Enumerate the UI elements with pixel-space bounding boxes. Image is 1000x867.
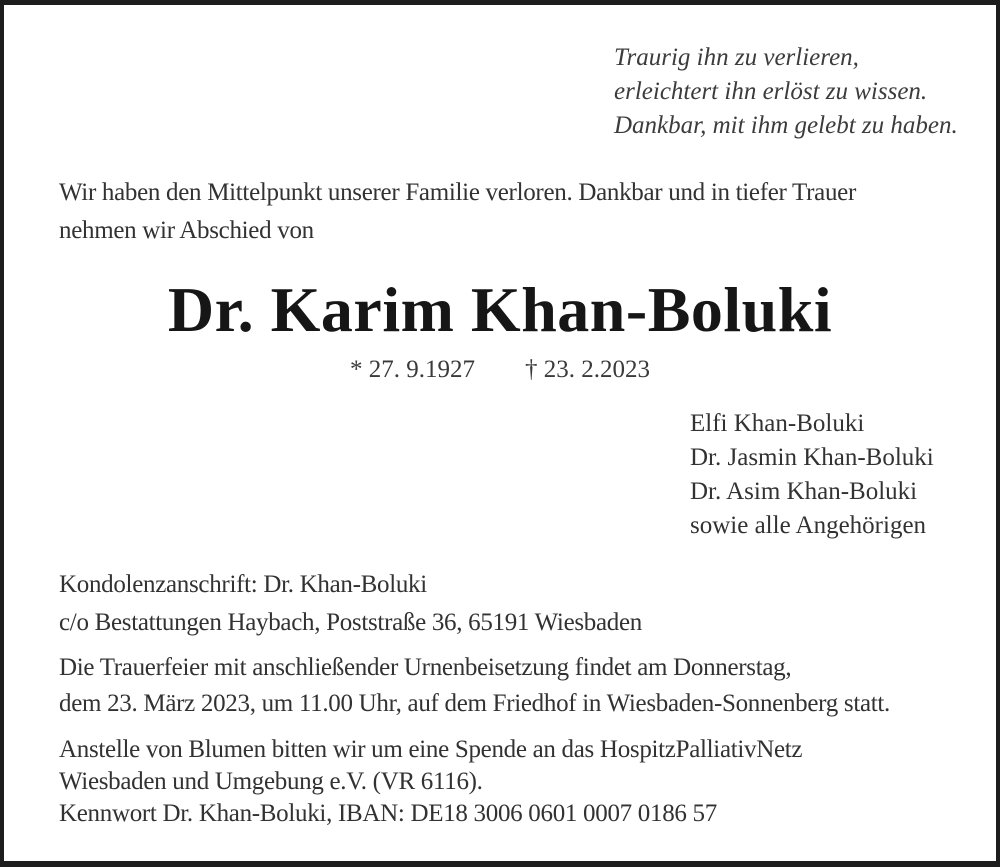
intro-paragraph <box>59 174 856 250</box>
funeral-line: dem 23. März 2023, um 11.00 Uhr, auf dem Friedhof in Wiesbaden-Sonnenberg statt. <box>59 690 891 717</box>
mourner-line: Dr. Jasmin Khan-Boluki <box>690 444 934 471</box>
intro-line: Wir haben den Mittelpunkt unserer Familie verloren. Dankbar und in tiefer Trauer <box>59 179 856 206</box>
condolence-line: c/o Bestattungen Haybach, Poststraße 36, 65191 Wiesbaden <box>59 609 642 636</box>
donation-line: Wiesbaden und Umgebung e.V. (VR 6116). <box>59 768 483 795</box>
condolence-address-block <box>59 566 642 642</box>
funeral-line: Die Trauerfeier mit anschließender Urnenbeisetzung findet am Donnerstag, <box>59 654 792 681</box>
funeral-info-block <box>59 650 890 722</box>
intro-line: nehmen wir Abschied von <box>59 217 314 244</box>
epigraph-line: erleichtert ihn erlöst zu wissen. <box>614 78 928 105</box>
epigraph-line: Dankbar, mit ihm gelebt zu haben. <box>614 112 958 139</box>
mourner-line: Dr. Asim Khan-Boluki <box>690 478 918 505</box>
epigraph-line: Traurig ihn zu verlieren, <box>614 44 859 71</box>
donation-line: Anstelle von Blumen bitten wir um eine Spende an das HospitzPalliativNetz <box>59 736 803 763</box>
donation-info-block <box>59 734 802 830</box>
donation-line: Kennwort Dr. Khan-Boluki, IBAN: DE18 3006 0601 0007 0186 57 <box>59 800 717 827</box>
mourners-list <box>690 407 934 543</box>
mourner-line: sowie alle Angehörigen <box>690 512 927 539</box>
deceased-name: Dr. Karim Khan-Boluki <box>167 274 833 345</box>
condolence-line: Kondolenzanschrift: Dr. Khan-Boluki <box>59 571 427 598</box>
birth-date: * 27. 9.1927 <box>350 356 475 383</box>
epigraph <box>614 41 958 143</box>
death-date: † 23. 2.2023 <box>525 356 650 383</box>
mourner-line: Elfi Khan-Boluki <box>690 410 865 437</box>
life-dates <box>4 355 996 385</box>
